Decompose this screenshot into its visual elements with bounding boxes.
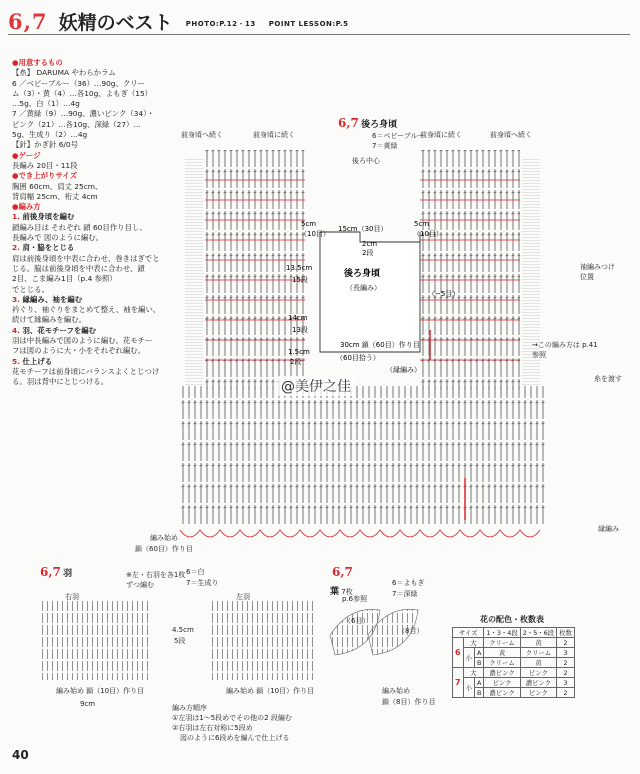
leaf-n6: （6目） xyxy=(344,617,370,625)
dim-label: 5cm xyxy=(301,220,317,228)
watermark: @美伊之佳 xyxy=(278,376,354,396)
left-note: 前身頃へ続く xyxy=(181,131,223,139)
table-row xyxy=(453,678,575,688)
shoulder-right xyxy=(420,150,520,390)
dim-label: 15cm（30目） xyxy=(338,225,388,233)
back-label: 後ろ身頃 xyxy=(361,120,398,130)
leaf-line-7: 7＝深緑 xyxy=(392,590,418,598)
leaf-heading xyxy=(332,565,353,579)
table-cell: 2 xyxy=(557,688,575,698)
back-center: 後ろ中心 xyxy=(352,157,380,165)
table-cell: 大 xyxy=(463,638,484,648)
step-title: 縁編み、袖を編む xyxy=(22,294,83,304)
table-cell: B xyxy=(474,688,483,698)
table-cell: 濃ピンク xyxy=(484,668,520,678)
leaf-n8: （8目） xyxy=(398,627,424,635)
table-cell: 濃ピンク xyxy=(520,678,556,688)
right-note: 前身頃へ続く xyxy=(490,131,532,139)
step-number: 5. xyxy=(12,356,20,366)
leaf-number: 6,7 xyxy=(332,565,353,579)
materials-line: ム（3）・黄（4）…各10g、よもぎ（15） xyxy=(12,88,153,98)
back-line-6: 6＝ベビーブルー xyxy=(372,132,425,140)
table-row xyxy=(453,638,575,648)
leaf-line-6: 6＝よもぎ xyxy=(392,579,425,587)
right-wing-start: 編み始め 鎖（10目）作り目 xyxy=(56,687,145,695)
size-line: 背肩幅 25cm、裄丈 4cm xyxy=(12,191,98,201)
table-cell: 黄 xyxy=(484,648,520,658)
method-heading: ●編み方 xyxy=(12,202,41,212)
step-title: 羽、花モチーフを編む xyxy=(22,325,97,335)
table-header: 枚数 xyxy=(557,628,575,638)
table-cell: 大 xyxy=(463,668,484,678)
table-cell: ピンク xyxy=(520,668,556,678)
step-line: 肩は前後身頃を中表に合わせ、巻きはぎでと xyxy=(12,253,160,263)
dim-label: （縁編み） xyxy=(386,366,421,374)
side-tab-left xyxy=(185,158,203,386)
size-line: 胸囲 60cm、肩丈 25cm、 xyxy=(12,181,103,191)
table-cell: 小 xyxy=(463,648,474,668)
order-title: 編み方順序 xyxy=(172,704,207,712)
table-header: サイズ xyxy=(453,628,484,638)
leaf-label: 葉 xyxy=(330,587,340,597)
dim-label: （60目拾う） xyxy=(336,354,380,362)
right-note-2: 前身頃に続く xyxy=(420,131,462,139)
step-number: 3. xyxy=(12,294,20,304)
materials-line: 【針】かぎ針 6/0号 xyxy=(12,140,78,150)
table-cell: 小 xyxy=(463,678,474,698)
table-cell: 7 xyxy=(453,668,464,698)
step-line: 続けて縁編みを編む。 xyxy=(12,315,86,325)
materials-line: 5g、生成り（2）…4g xyxy=(12,130,88,140)
body-name: 後ろ身頃 xyxy=(344,269,381,279)
wing-rows: 5段 xyxy=(174,637,186,645)
color-table xyxy=(452,627,575,698)
back-number: 6,7 xyxy=(338,116,359,130)
step-line: る。羽は背中にとじつける。 xyxy=(12,377,109,387)
pattern-title: 妖精のベスト xyxy=(58,12,173,34)
right-wing-label: 右羽 xyxy=(65,593,79,601)
gauge-heading: ●ゲージ xyxy=(12,150,41,160)
step-line: 花モチーフは前身頃にバランスよくとじつけ xyxy=(12,366,160,376)
wings-number: 6,7 xyxy=(40,565,61,579)
table-cell: 濃ピンク xyxy=(484,688,520,698)
left-wing-body xyxy=(212,600,317,680)
table-cell: 2 xyxy=(557,668,575,678)
step-line: 衿ぐり、袖ぐりをまとめて整え、袖を編い、 xyxy=(12,305,161,315)
step-title: 前後身頃を編む xyxy=(22,212,75,222)
wings-heading xyxy=(40,565,72,579)
table-cell: A xyxy=(474,648,483,658)
table-cell: クリーム xyxy=(484,658,520,668)
lower-body xyxy=(180,386,545,526)
scallop-edge xyxy=(180,530,540,537)
dim-label: （10目） xyxy=(300,230,330,238)
right-wing-body xyxy=(38,600,148,680)
leaf-start: 編み始め xyxy=(382,687,410,695)
step-line: でとじる。 xyxy=(12,284,49,294)
materials-line: 7 ／黄緑（9）…90g、濃いピンク（34）・ xyxy=(12,109,155,119)
dim-label: 15段 xyxy=(292,276,308,284)
table-cell: ピンク xyxy=(520,688,556,698)
thread-note: 糸を渡す xyxy=(594,375,622,383)
body-stitch: （長編み） xyxy=(346,284,381,292)
table-row xyxy=(453,668,575,678)
sleeve-note: 袖編みつけ位置 xyxy=(580,263,615,281)
dim-label: 1.5cm xyxy=(288,348,310,356)
wings-line-7: 7＝生成り xyxy=(186,579,219,587)
materials-line: …5g、白（1）…4g xyxy=(12,99,80,109)
table-cell: 黄 xyxy=(520,638,556,648)
gauge-text: 長編み 20目・11段 xyxy=(12,160,78,170)
photo-ref: PHOTO:P.12・13 xyxy=(185,20,256,28)
step-line: 2目、こま編み1目（p.4 参照） xyxy=(12,274,117,284)
step-line: じる。脇は前後身頃を中表に合わせ、鎖 xyxy=(12,263,145,273)
materials-line: 6 ／ベビーブルー（36）…90g、クリー xyxy=(12,78,146,88)
table-cell: 6 xyxy=(453,638,464,668)
back-line-7: 7＝黄緑 xyxy=(372,142,398,150)
wings-note: ※左・右羽を各1枚ずつ編む xyxy=(126,571,186,589)
step-number: 4. xyxy=(12,325,20,335)
leaf-ref: p.6参照 xyxy=(342,595,368,603)
back-heading xyxy=(338,116,397,130)
step-number: 1. xyxy=(12,212,20,222)
step-line: 鎖編み目は それぞれ 鎖 60目作り目し、 xyxy=(12,222,147,232)
dim-label: 13.5cm xyxy=(286,264,313,272)
table-cell: 2 xyxy=(557,638,575,648)
dim-label: 2段 xyxy=(362,249,374,257)
table-cell: B xyxy=(474,658,483,668)
step-line: 長編みで 図のように編む。 xyxy=(12,233,104,243)
materials-line: ピンク（21）…各10g、深緑（27）… xyxy=(12,119,141,129)
table-cell: 黄 xyxy=(520,658,556,668)
mid-note: 前身頃に続く xyxy=(253,131,295,139)
table-cell: ピンク xyxy=(484,678,520,688)
wings-label: 羽 xyxy=(63,569,73,579)
lace-note: →この編み方は p.41参照 xyxy=(532,341,598,359)
table-cell: 2 xyxy=(557,658,575,668)
wing-width: 9cm xyxy=(80,700,96,708)
table-cell: 3 xyxy=(557,648,575,658)
dim-label: （10目） xyxy=(413,230,443,238)
wings-line-6: 6＝白 xyxy=(186,568,205,576)
order-step: 図のように6段めを編んで仕上げる xyxy=(180,734,290,742)
step-title: 肩・脇をとじる xyxy=(22,243,75,253)
order-step: ②右羽は左右対称に5段め xyxy=(172,724,253,732)
dim-label: 13段 xyxy=(292,326,308,334)
step-line: フは図のように大・小をそれぞれ編む。 xyxy=(12,346,146,356)
size-heading: ●でき上がりサイズ xyxy=(12,171,77,181)
table-cell: 3 xyxy=(557,678,575,688)
dim-label: 2段 xyxy=(290,358,302,366)
lesson-ref: POINT LESSON:P.5 xyxy=(268,20,349,28)
start-note: 編み始め xyxy=(150,534,178,542)
table-cell: クリーム xyxy=(520,648,556,658)
table-row xyxy=(453,648,575,658)
chain-note: 鎖（60目）作り目 xyxy=(135,545,193,553)
page-number: 40 xyxy=(12,748,29,762)
table-header: 1・3・4段 xyxy=(484,628,520,638)
left-wing-label: 左羽 xyxy=(236,593,250,601)
dim-label: 14cm xyxy=(288,314,308,322)
order-step: ①左羽は1〜5段めでその他の2 段編む xyxy=(172,714,292,722)
table-title: 花の配色・枚数表 xyxy=(480,615,544,624)
dim-label: 30cm 鎖（60目）作り目 xyxy=(340,341,420,349)
leaf-chain: 鎖（8目）作り目 xyxy=(382,698,436,706)
step-line: 羽は中長編みで図のように編む。花モチー xyxy=(12,336,153,346)
table-cell: クリーム xyxy=(484,638,520,648)
step-title: 仕上げる xyxy=(22,356,53,366)
step-number: 2. xyxy=(12,243,20,253)
left-wing-start: 編み始め 鎖（10目）作り目 xyxy=(226,687,315,695)
table-header: 2・5・6段 xyxy=(520,628,556,638)
materials-line: 【糸】 DARUMA やわらかラム xyxy=(12,68,116,78)
table-cell: A xyxy=(474,678,483,688)
dim-label: 2cm xyxy=(362,240,378,248)
wing-height: 4.5cm xyxy=(172,626,194,634)
pattern-number: 6,7 xyxy=(8,9,48,34)
dim-label: 5cm xyxy=(414,220,430,228)
leaf-count: 7枚 xyxy=(341,588,353,596)
table-header-row xyxy=(453,628,575,638)
materials-heading: ●用意するもの xyxy=(12,58,63,67)
dim-label: （−5目） xyxy=(428,290,460,298)
edge-note: 縁編み xyxy=(598,525,619,533)
